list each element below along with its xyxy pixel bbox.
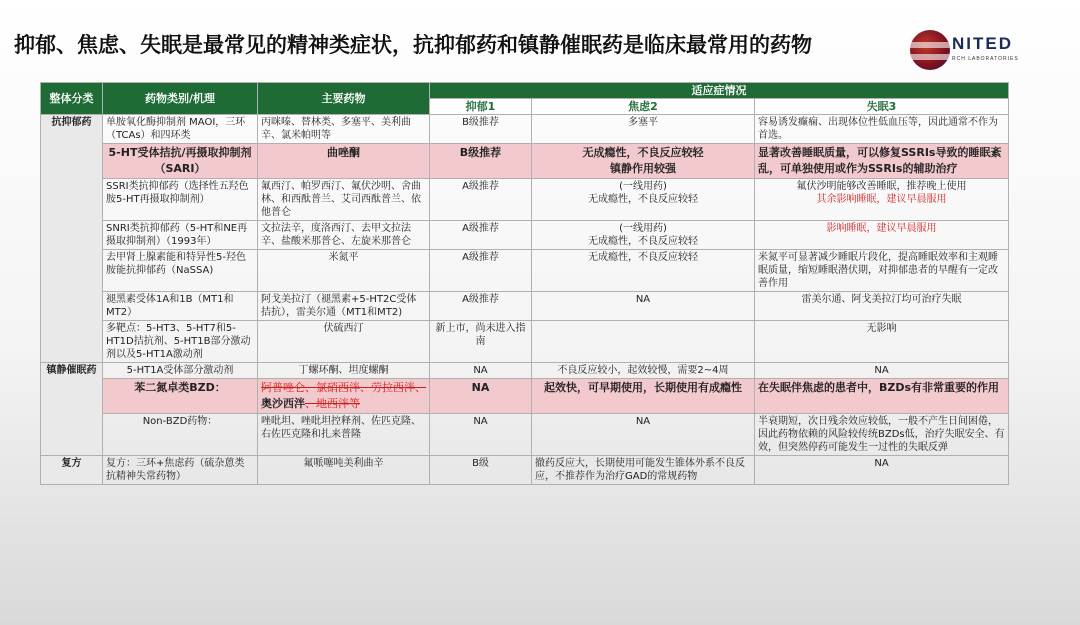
drug-class-cell: SNRI类抗抑郁药（5-HT和NE再摄取抑制剂）（1993年） [103, 221, 258, 250]
anxiety-cell [532, 144, 755, 179]
header-drug-class: 药物类别/机理 [103, 83, 258, 115]
category-sedative: 镇静催眠药 [41, 363, 103, 456]
logo-brand: NITED [952, 34, 1013, 53]
drug-class-cell: 去甲肾上腺素能和特异性5-羟色胺能抗抑郁药（NaSSA) [103, 250, 258, 292]
struck-drugs: 、地西泮等 [305, 397, 360, 410]
table-row [41, 414, 1009, 456]
drug-table [40, 82, 1009, 485]
anxiety-line: 无成瘾性，不良反应较轻 [588, 236, 698, 247]
depression-cell: B级推荐 [430, 144, 532, 179]
main-drugs-cell: 氟西汀、帕罗西汀、氟伏沙明、舍曲林、和西酞普兰、艾司西酞普兰、依他普仑 [258, 179, 430, 221]
insomnia-cell: 在失眠伴焦虑的患者中，BZDs有非常重要的作用 [755, 379, 1009, 414]
header-main-drugs: 主要药物 [258, 83, 430, 115]
insomnia-cell: 无影响 [755, 321, 1009, 363]
logo-subtitle: RCH LABORATORIES [952, 56, 1019, 62]
page-title: 抑郁、焦虑、失眠是最常见的精神类症状，抗抑郁药和镇静催眠药是临床最常用的药物 [14, 33, 812, 57]
table-row [41, 221, 1009, 250]
table-row [41, 456, 1009, 485]
depression-cell: A级推荐 [430, 292, 532, 321]
table-row [41, 250, 1009, 292]
anxiety-cell [532, 179, 755, 221]
table-row [41, 363, 1009, 379]
insomnia-cell: 容易诱发癫痫、出现体位性低血压等，因此通常不作为首选。 [755, 115, 1009, 144]
anxiety-cell: NA [532, 292, 755, 321]
anxiety-cell [532, 321, 755, 363]
depression-cell: B级推荐 [430, 115, 532, 144]
main-drugs-cell: 曲唑酮 [258, 144, 430, 179]
table-row [41, 321, 1009, 363]
header-depression: 抑郁1 [430, 99, 532, 115]
drug-class-cell: 5-HT受体拮抗/再摄取抑制剂（SARI） [103, 144, 258, 179]
anxiety-line: (一线用药) [619, 223, 667, 234]
drug-class-cell: Non-BZD药物： [103, 414, 258, 456]
anxiety-cell: 多塞平 [532, 115, 755, 144]
insomnia-warning: 其余影响睡眠，建议早晨服用 [816, 194, 947, 205]
drug-class-cell: 复方：三环+焦虑药（硫杂蒽类抗精神失常药物） [103, 456, 258, 485]
drug-class-cell: 单胺氧化酶抑制剂 MAOI，三环（TCAs）和四环类 [103, 115, 258, 144]
anxiety-cell: 不良反应较小，起效较慢，需要2~4周 [532, 363, 755, 379]
depression-cell: 新上市，尚未进入指南 [430, 321, 532, 363]
header-anxiety: 焦虑2 [532, 99, 755, 115]
anxiety-cell: 起效快，可早期使用，长期使用有成瘾性 [532, 379, 755, 414]
drug-class-cell: 苯二氮卓类BZD： [103, 379, 258, 414]
anxiety-line: (一线用药) [619, 181, 667, 192]
insomnia-cell: 显著改善睡眠质量，可以修复SSRIs导致的睡眠紊乱，可单独使用或作为SSRIs的辅助治疗 [755, 144, 1009, 179]
main-drugs-cell: 丁螺环酮、坦度螺酮 [258, 363, 430, 379]
drug-class-cell: 褪黑素受体1A和1B（MT1和MT2） [103, 292, 258, 321]
main-drugs-cell: 唑吡坦、唑吡坦控释剂、佐匹克隆、右佐匹克隆和扎来普隆 [258, 414, 430, 456]
main-drugs-cell: 氟哌噻吨美利曲辛 [258, 456, 430, 485]
main-drugs-cell: 米氮平 [258, 250, 430, 292]
insomnia-cell: 半衰期短，次日残余效应较低，一般不产生日间困倦，因此药物依赖的风险较传统BZDs低，治疗失眠安全、有效，但突然停药可能发生一过性的失眠反弹 [755, 414, 1009, 456]
depression-cell: NA [430, 379, 532, 414]
header-insomnia: 失眠3 [755, 99, 1009, 115]
depression-cell: NA [430, 363, 532, 379]
insomnia-line: 氟伏沙明能够改善睡眠，推荐晚上使用 [796, 181, 967, 192]
struck-drugs: 阿普唑仑、氯硝西泮、劳拉西泮、 [261, 381, 426, 394]
header-category: 整体分类 [41, 83, 103, 115]
depression-cell: A级推荐 [430, 250, 532, 292]
depression-cell: A级推荐 [430, 221, 532, 250]
anxiety-line: 无成瘾性，不良反应较轻 [588, 194, 698, 205]
insomnia-cell [755, 179, 1009, 221]
globe-icon [910, 30, 950, 70]
drug-class-cell: 5-HT1A受体部分激动剂 [103, 363, 258, 379]
table-row [41, 379, 1009, 414]
anxiety-cell: 撤药反应大，长期使用可能发生锥体外系不良反应，不推荐作为治疗GAD的常规药物 [532, 456, 755, 485]
depression-cell: B级 [430, 456, 532, 485]
main-drugs-cell: 文拉法辛，度洛西汀、去甲文拉法辛、盐酸米那普仑、左旋米那普仑 [258, 221, 430, 250]
insomnia-warning: 影响睡眠，建议早晨服用 [755, 221, 1009, 250]
table-row [41, 179, 1009, 221]
anxiety-line: 无成瘾性，不良反应较轻 [582, 146, 704, 159]
anxiety-cell [532, 221, 755, 250]
category-antidepressant: 抗抑郁药 [41, 115, 103, 363]
main-drugs-cell: 阿戈美拉汀（褪黑素+5-HT2C受体拮抗），雷美尔通（MT1和MT2) [258, 292, 430, 321]
category-compound: 复方 [41, 456, 103, 485]
anxiety-cell: NA [532, 414, 755, 456]
header-row [41, 83, 1009, 99]
insomnia-cell: NA [755, 456, 1009, 485]
table-row [41, 144, 1009, 179]
table-row [41, 292, 1009, 321]
insomnia-cell: NA [755, 363, 1009, 379]
insomnia-cell: 雷美尔通、阿戈美拉汀均可治疗失眠 [755, 292, 1009, 321]
depression-cell: NA [430, 414, 532, 456]
main-drugs-cell [258, 379, 430, 414]
header-indication: 适应症情况 [430, 83, 1009, 99]
drug-class-cell: SSRI类抗抑郁药（选择性五羟色胺5-HT再摄取抑制剂） [103, 179, 258, 221]
anxiety-line: 镇静作用较强 [610, 162, 676, 175]
anxiety-cell: 无成瘾性，不良反应较轻 [532, 250, 755, 292]
table-row [41, 115, 1009, 144]
company-logo [910, 24, 1050, 74]
kept-drug: 奥沙西泮 [261, 397, 305, 410]
drug-class-cell: 多靶点：5-HT3、5-HT7和5-HT1D拮抗剂、5-HT1B部分激动剂以及5-HT1A激动剂 [103, 321, 258, 363]
main-drugs-cell: 丙咪嗪、替林类、多塞平、美利曲辛、氯米帕明等 [258, 115, 430, 144]
insomnia-cell: 米氮平可显著减少睡眠片段化，提高睡眠效率和主观睡眠质量，缩短睡眠潜伏期，对抑郁患者的早醒有一定改善作用 [755, 250, 1009, 292]
main-drugs-cell: 伏硫西汀 [258, 321, 430, 363]
depression-cell: A级推荐 [430, 179, 532, 221]
